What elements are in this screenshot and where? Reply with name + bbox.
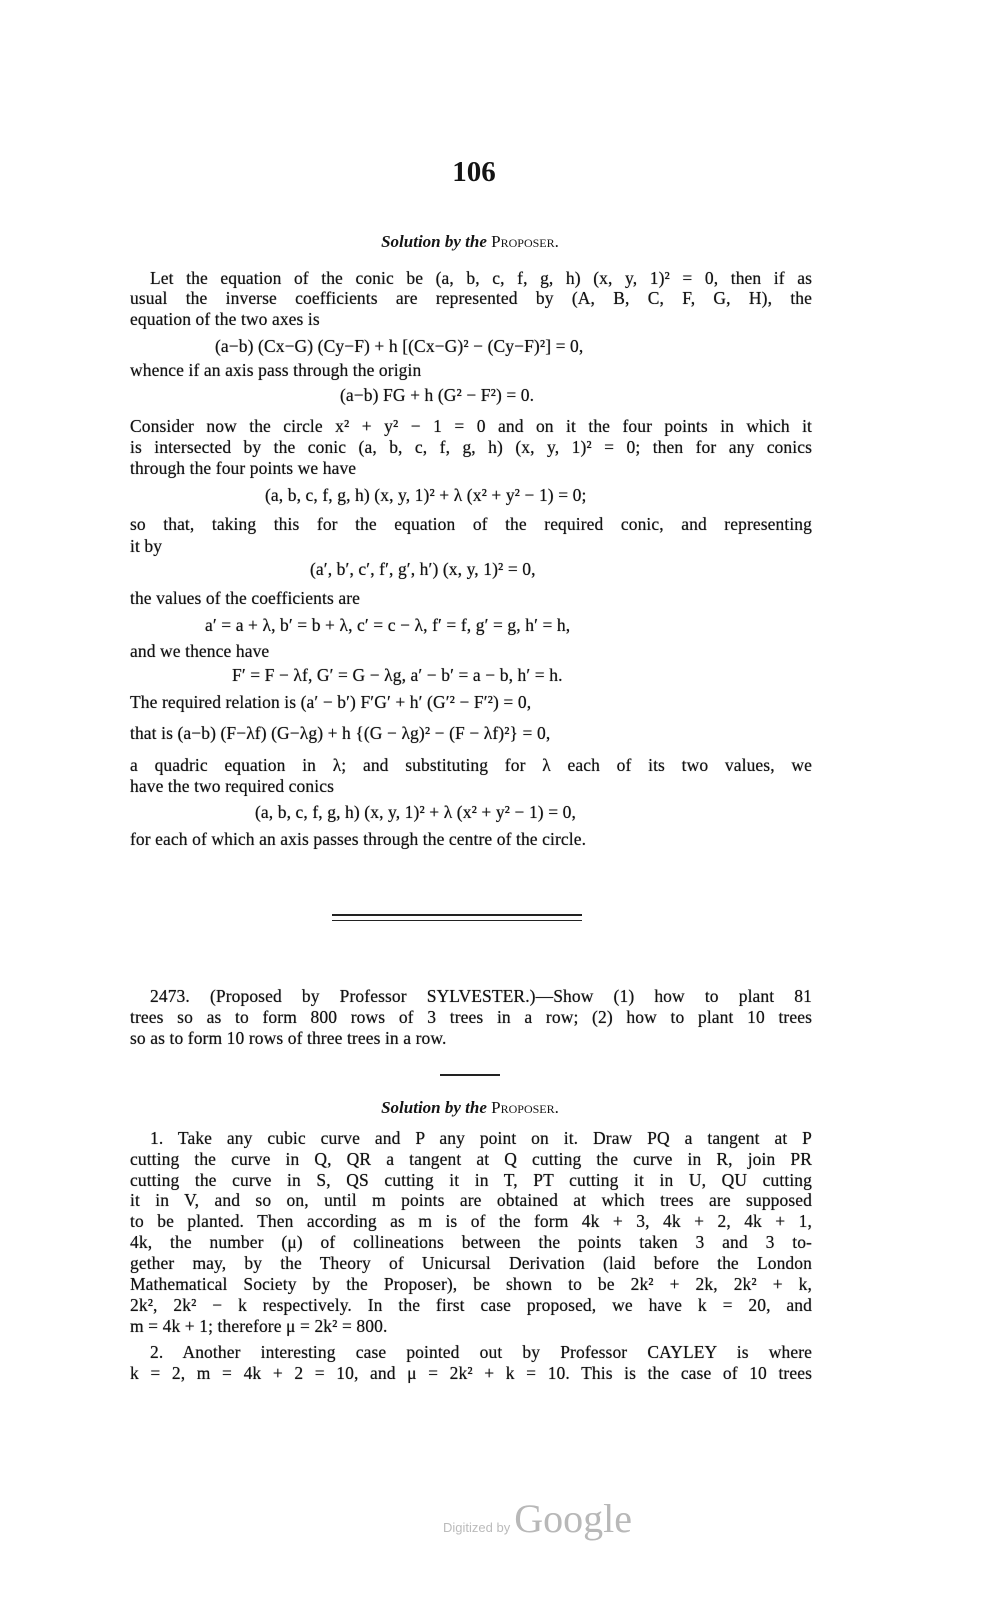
text-line: Let the equation of the conic be (a, b, c, f, g, h) (x, y, 1)² = 0, then if as	[150, 268, 812, 288]
text-line: to be planted. Then according as m is of the form 4k + 3, 4k + 2, 4k + 1,	[130, 1211, 812, 1231]
text-line: so that, taking this for the equation of the required conic, and representing	[130, 514, 812, 534]
text-line: m = 4k + 1; therefore μ = 2k² = 800.	[130, 1316, 388, 1336]
text-line: 1. Take any cubic curve and P any point on it. Draw PQ a tangent at P	[150, 1128, 812, 1148]
text-line: have the two required conics	[130, 776, 334, 796]
heading-italic: Solution by the	[381, 1098, 487, 1117]
text-line: equation of the two axes is	[130, 309, 320, 329]
text-line: cutting the curve in Q, QR a tangent at Q cutting the curve in R, join PR	[130, 1149, 812, 1169]
text-line: so as to form 10 rows of three trees in a row.	[130, 1028, 447, 1048]
text-line: (a′, b′, c′, f′, g′, h′) (x, y, 1)² = 0,	[310, 559, 536, 579]
text-line: Mathematical Society by the Proposer), be shown to be 2k² + 2k, 2k² + k,	[130, 1274, 812, 1294]
text-line: cutting the curve in S, QS cutting it in T, PT cutting it in U, QU cutting	[130, 1170, 812, 1190]
watermark-prefix: Digitized by	[443, 1520, 511, 1535]
text-line: it in V, and so on, until m points are obtained at which trees are supposed	[130, 1190, 812, 1210]
text-line: 2473. (Proposed by Professor SYLVESTER.)—Show (1) how to plant 81	[150, 986, 812, 1006]
text-line: for each of which an axis passes through the centre of the circle.	[130, 829, 587, 849]
text-line: a′ = a + λ, b′ = b + λ, c′ = c − λ, f′ = f, g′ = g, h′ = h,	[205, 615, 571, 635]
text-line: the values of the coefficients are	[130, 588, 360, 608]
text-line: 4k, the number (μ) of collineations between the points taken 3 and 3 to-	[130, 1232, 812, 1252]
heading-author: Proposer.	[491, 232, 559, 251]
watermark	[443, 1495, 632, 1542]
text-line: k = 2, m = 4k + 2 = 10, and μ = 2k² + k = 10. This is the case of 10 trees	[130, 1363, 812, 1383]
text-line: 2. Another interesting case pointed out by Professor CAYLEY is where	[150, 1342, 812, 1362]
double-rule-top	[332, 914, 582, 916]
text-line: that is (a−b) (F−λf) (G−λg) + h {(G − λg)² − (F − λf)²} = 0,	[130, 723, 551, 743]
text-line: F′ = F − λf, G′ = G − λg, a′ − b′ = a − b, h′ = h.	[232, 665, 563, 685]
text-line: (a−b) FG + h (G² − F²) = 0.	[340, 385, 535, 405]
text-line: usual the inverse coefficients are represented by (A, B, C, F, G, H), the	[130, 288, 812, 308]
heading-author: Proposer.	[491, 1098, 559, 1117]
text-line: The required relation is (a′ − b′) F′G′ + h′ (G′² − F′²) = 0,	[130, 692, 532, 712]
text-line: whence if an axis pass through the origin	[130, 360, 422, 380]
solution-heading-2	[0, 1098, 940, 1118]
short-rule	[440, 1074, 500, 1076]
text-line: and we thence have	[130, 641, 270, 661]
text-line: 2k², 2k² − k respectively. In the first case proposed, we have k = 20, and	[130, 1295, 812, 1315]
text-line: trees so as to form 800 rows of 3 trees in a row; (2) how to plant 10 trees	[130, 1007, 812, 1027]
text-line: a quadric equation in λ; and substituting for λ each of its two values, we	[130, 755, 812, 775]
text-line: (a, b, c, f, g, h) (x, y, 1)² + λ (x² + y² − 1) = 0,	[255, 802, 576, 822]
double-rule-bottom	[332, 920, 582, 921]
page-number: 106	[452, 156, 496, 188]
text-line: through the four points we have	[130, 458, 357, 478]
text-line: (a, b, c, f, g, h) (x, y, 1)² + λ (x² + y² − 1) = 0;	[265, 485, 587, 505]
heading-italic: Solution by the	[381, 232, 487, 251]
text-line: is intersected by the conic (a, b, c, f, g, h) (x, y, 1)² = 0; then for any conics	[130, 437, 812, 457]
solution-heading	[0, 232, 940, 252]
text-line: Consider now the circle x² + y² − 1 = 0 and on it the four points in which it	[130, 416, 812, 436]
text-line: it by	[130, 536, 163, 556]
watermark-logo: Google	[514, 1496, 632, 1541]
text-line: gether may, by the Theory of Unicursal Derivation (laid before the London	[130, 1253, 812, 1273]
text-line: (a−b) (Cx−G) (Cy−F) + h [(Cx−G)² − (Cy−F)²] = 0,	[215, 336, 584, 356]
